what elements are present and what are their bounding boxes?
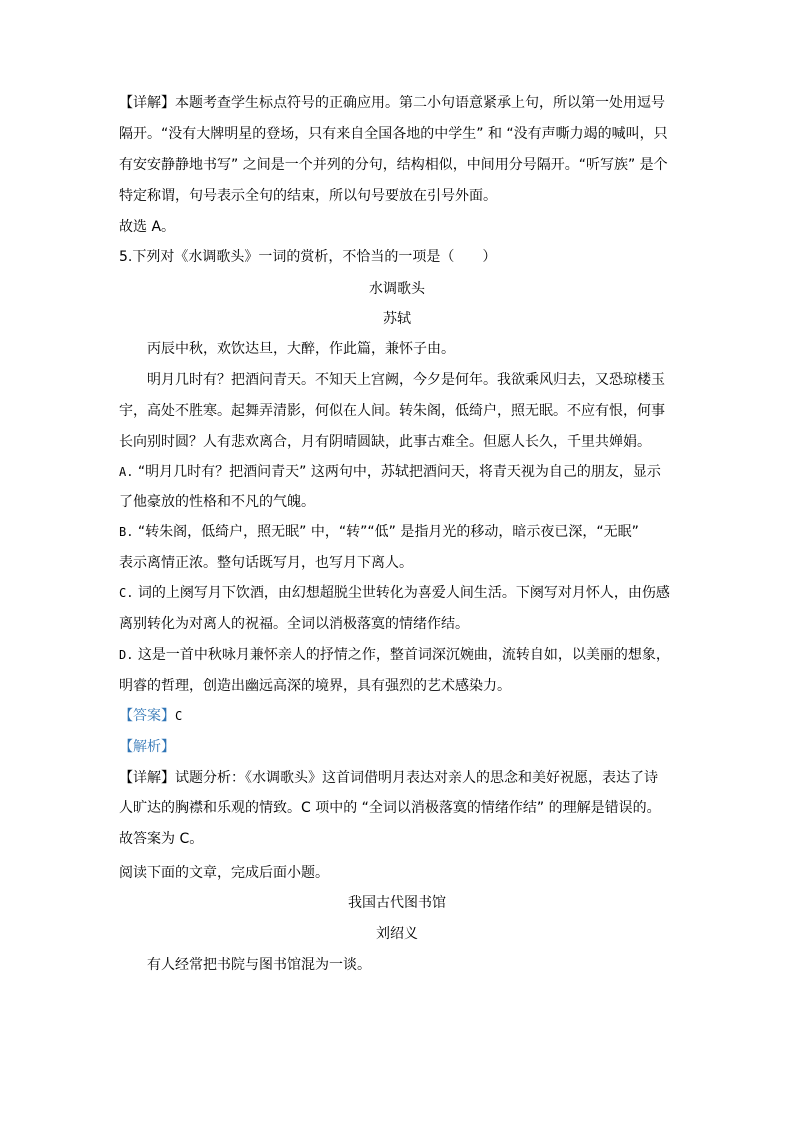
answer-label: 【答案】 xyxy=(119,708,175,724)
option-c-line-1 xyxy=(119,583,670,603)
poem-line-1: 明月几时有？把酒问青天。不知天上宫阙，今夕是何年。我欲乘风归去，又恐琼楼玉 xyxy=(147,372,665,388)
article-paragraph-1: 有人经常把书院与图书馆混为一谈。 xyxy=(147,957,371,973)
option-a-label: A. xyxy=(119,465,134,479)
answer-value: C xyxy=(175,709,183,723)
q4-conclusion: 故选 A。 xyxy=(119,219,176,235)
option-d-label: D. xyxy=(119,648,134,662)
option-d-text: 这是一首中秋咏月兼怀亲人的抒情之作，整首词深沉婉曲，流转自如，以美丽的想象， xyxy=(137,647,670,663)
q5-explanation-line-2: 人旷达的胸襟和乐观的情致。C 项中的 “全词以消极落寞的情绪作结” 的理解是错误的。 xyxy=(119,800,661,816)
option-a-text: “明月几时有？把酒问青天” 这两句中，苏轼把酒问天，将青天视为自己的朋友，显示 xyxy=(137,464,661,480)
option-b-label: B. xyxy=(119,525,134,539)
option-d-line-1 xyxy=(119,645,670,665)
analysis-label: 【解析】 xyxy=(119,739,175,755)
option-c-label: C. xyxy=(119,586,134,600)
option-a-line-1 xyxy=(119,462,661,482)
q4-explanation-line-3: 有安安静静地书写” 之间是一个并列的分句，结构相似，中间用分号隔开。“听写族” 是个 xyxy=(119,157,668,173)
q4-explanation-line-2: 隔开。“没有大牌明星的登场，只有来自全国各地的中学生” 和 “没有声嘶力竭的喊叫，只 xyxy=(119,126,668,142)
q5-explanation-line-1: 【详解】试题分析：《水调歌头》这首词借明月表达对亲人的思念和美好祝愿，表达了诗 xyxy=(119,770,658,786)
poem-preface: 丙辰中秋，欢饮达旦，大醉，作此篇，兼怀子由。 xyxy=(147,341,455,357)
q5-conclusion: 故答案为 C。 xyxy=(119,831,204,847)
reading-instruction: 阅读下面的文章，完成后面小题。 xyxy=(119,865,329,881)
option-b-text: “转朱阁，低绮户，照无眠” 中，“转”“低” 是指月光的移动，暗示夜已深，“无眠” xyxy=(137,524,639,540)
option-b-line-2: 表示离情正浓。整句话既写月，也写月下离人。 xyxy=(119,555,413,571)
poem-title: 水调歌头 xyxy=(369,281,425,297)
article-title: 我国古代图书馆 xyxy=(348,895,446,911)
q4-explanation-line-4: 特定称谓，句号表示全句的结束，所以句号要放在引号外面。 xyxy=(119,188,497,204)
option-b-line-1 xyxy=(119,522,639,542)
poem-author: 苏轼 xyxy=(383,311,411,327)
option-a-line-2: 了他豪放的性格和不凡的气魄。 xyxy=(119,494,315,510)
option-c-text: 词的上阕写月下饮酒，由幻想超脱尘世转化为喜爱人间生活。下阕写对月怀人，由伤感 xyxy=(137,585,670,601)
q5-question: 5.下列对《水调歌头》一词的赏析，不恰当的一项是（ ） xyxy=(119,249,497,265)
answer-line xyxy=(119,706,182,726)
article-author: 刘绍义 xyxy=(376,926,418,942)
poem-line-3: 长向别时圆？人有悲欢离合，月有阴晴圆缺，此事古难全。但愿人长久，千里共婵娟。 xyxy=(119,434,651,450)
option-c-line-2: 离别转化为对离人的祝福。全词以消极落寞的情绪作结。 xyxy=(119,616,469,632)
q4-explanation-line-1: 【详解】本题考查学生标点符号的正确应用。第二小句语意紧承上句，所以第一处用逗号 xyxy=(119,95,665,111)
option-d-line-2: 明睿的哲理，创造出幽远高深的境界，具有强烈的艺术感染力。 xyxy=(119,678,511,694)
poem-line-2: 宇，高处不胜寒。起舞弄清影，何似在人间。转朱阁，低绮户，照无眠。不应有恨，何事 xyxy=(119,403,665,419)
